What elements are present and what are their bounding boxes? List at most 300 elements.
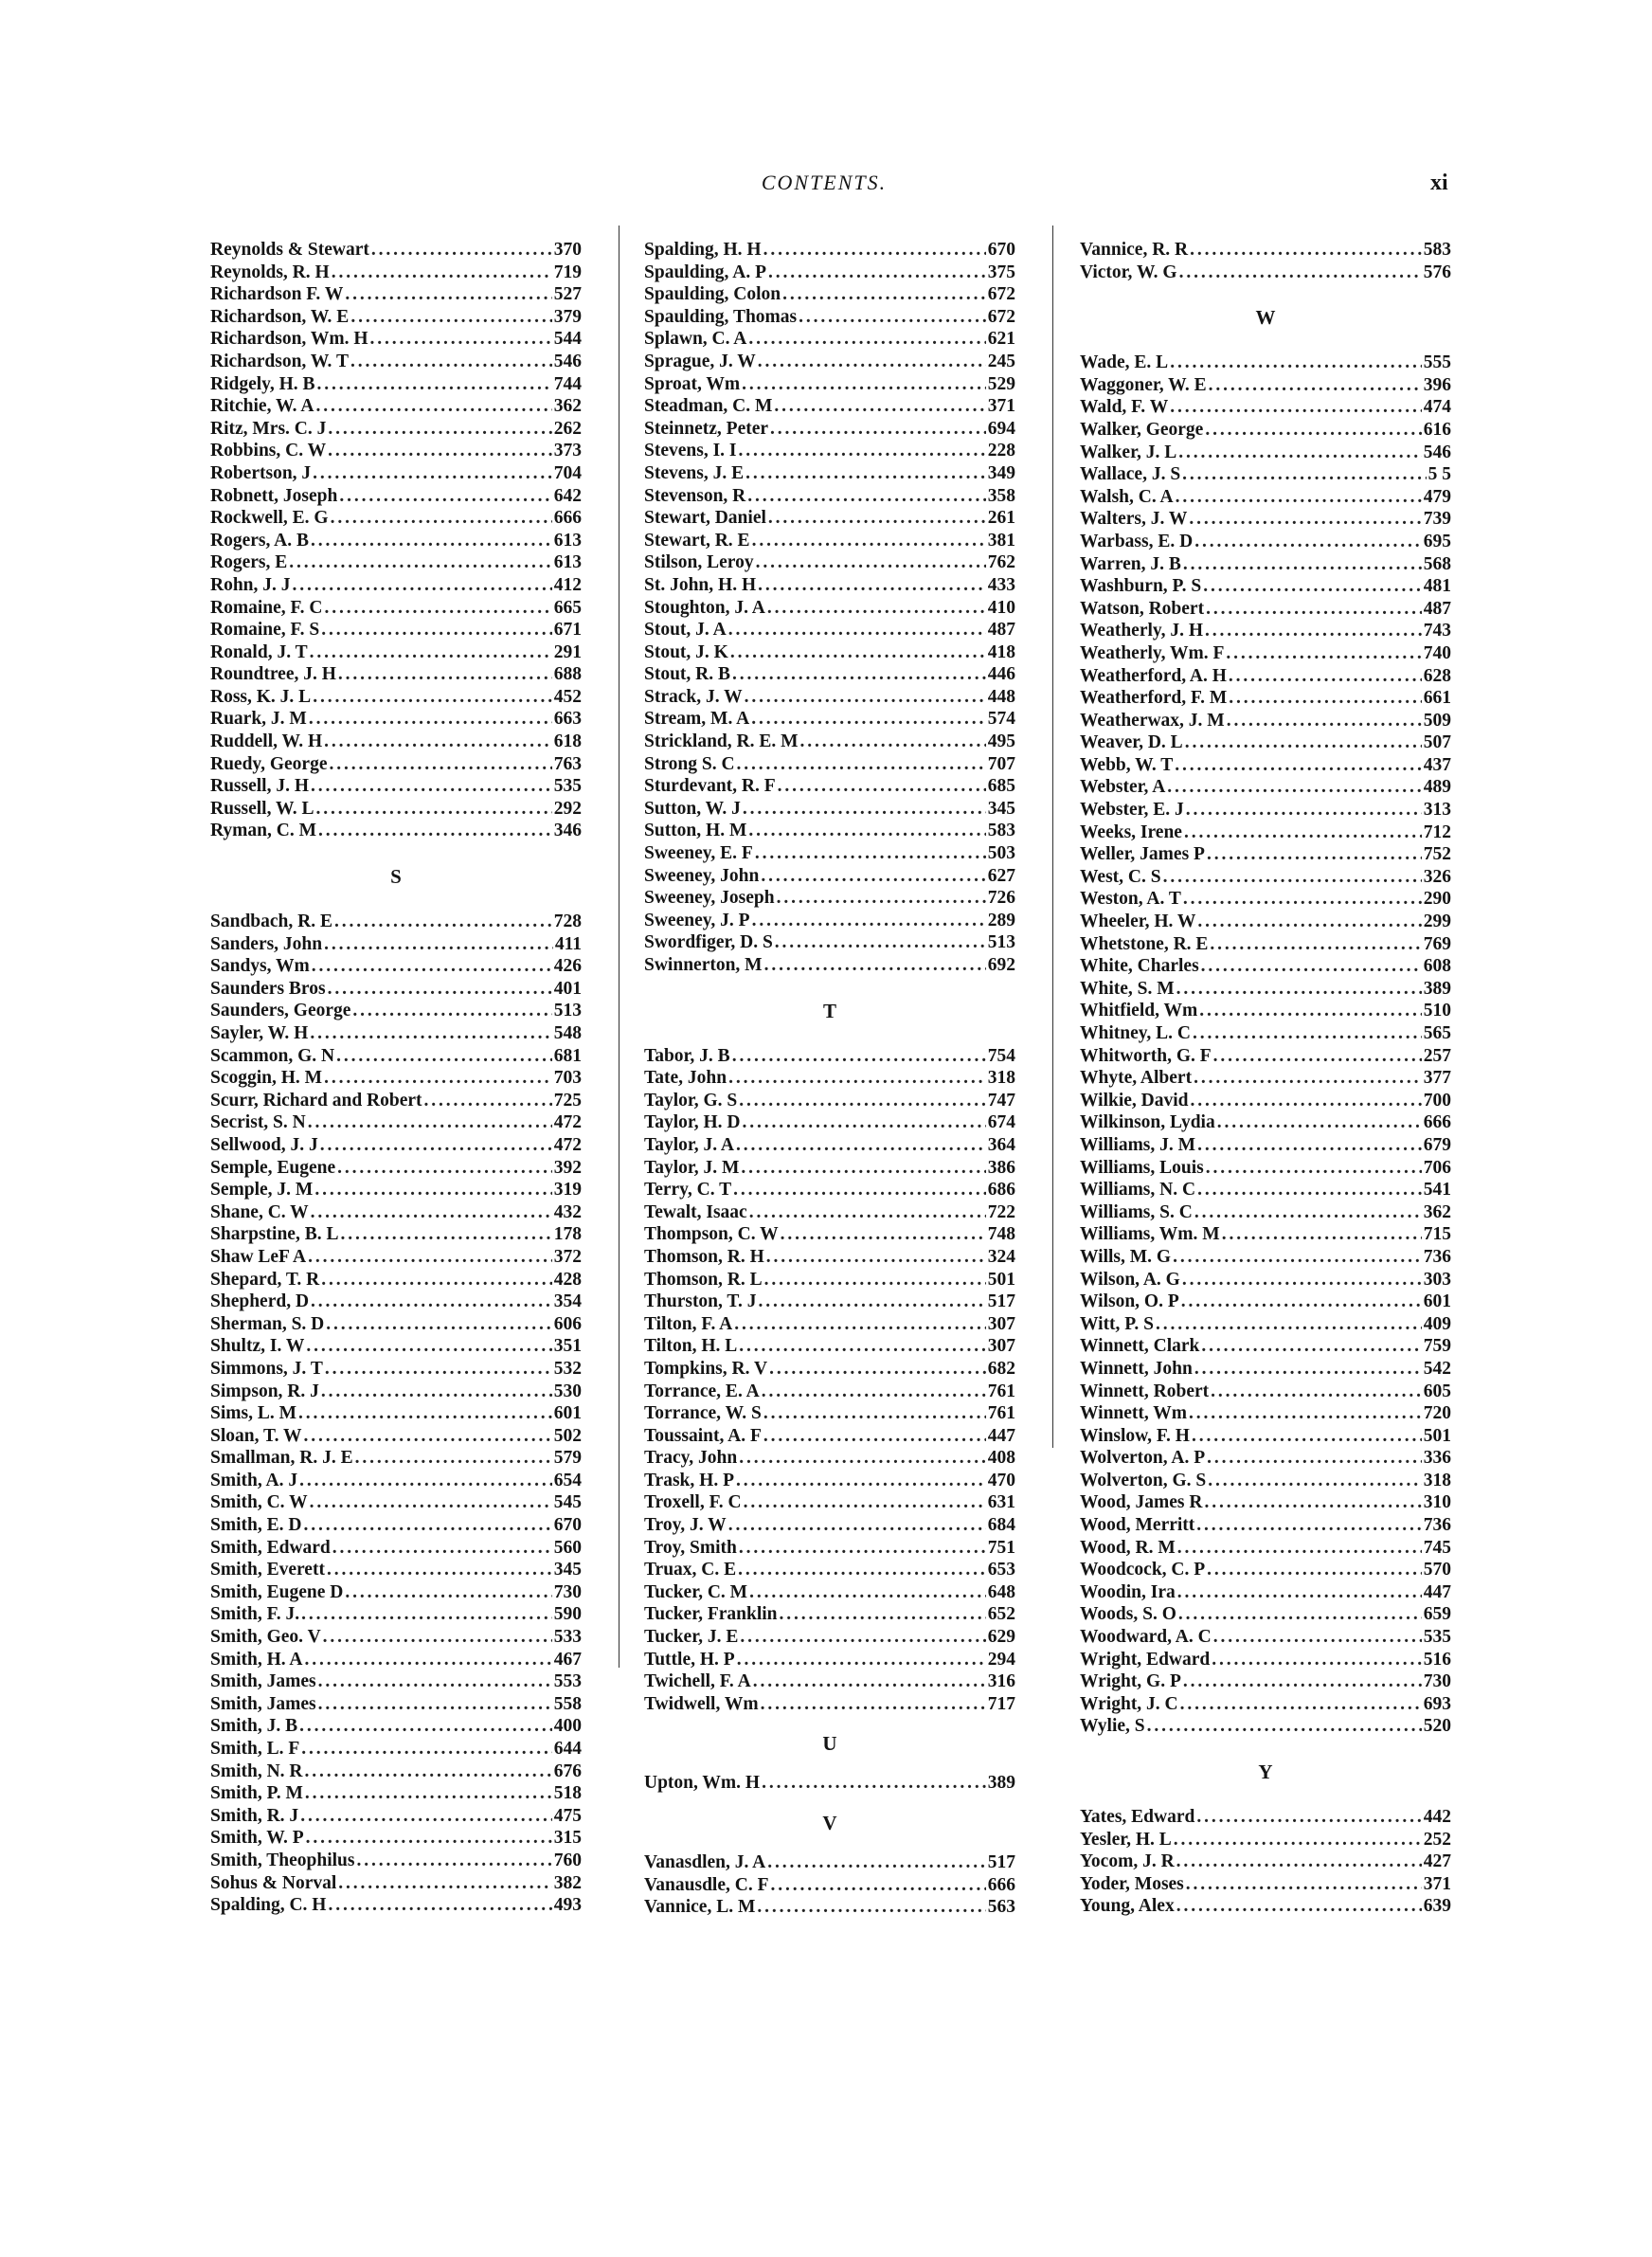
entry-name: Weatherford, F. M <box>1080 688 1228 709</box>
leader-dots <box>781 1223 986 1246</box>
entry-name: Whitfield, Wm <box>1080 1001 1198 1021</box>
entry-page: 418 <box>987 641 1015 662</box>
entry-name: Smith, A. J <box>210 1470 298 1490</box>
entry-name: Weatherford, A. H <box>1080 665 1227 686</box>
leader-dots <box>763 239 986 262</box>
index-entry <box>1080 731 1451 754</box>
entry-name: Spaulding, Colon <box>644 284 781 305</box>
entry-page: 565 <box>1423 1023 1451 1043</box>
leader-dots <box>315 798 551 821</box>
entry-page: 740 <box>1423 642 1451 663</box>
entry-name: Sharpstine, B. L <box>210 1224 339 1245</box>
entry-page: 447 <box>1423 1581 1451 1602</box>
index-entry <box>210 1850 582 1872</box>
entry-page: 474 <box>1423 397 1451 418</box>
index-entry <box>644 306 1015 329</box>
entry-name: Warbass, E. D <box>1080 531 1194 551</box>
leader-dots <box>732 663 986 686</box>
entry-name: Weatherly, J. H <box>1080 621 1203 641</box>
leader-dots <box>311 1201 552 1224</box>
index-entry <box>644 1581 1015 1604</box>
leader-dots <box>339 485 551 508</box>
index-entry <box>210 1201 582 1224</box>
entry-page: 370 <box>553 240 582 260</box>
leader-dots <box>1222 1223 1422 1246</box>
leader-dots <box>350 351 552 373</box>
index-entry <box>210 485 582 508</box>
entry-page: 736 <box>1423 1515 1451 1536</box>
entry-page: 761 <box>987 1403 1015 1424</box>
index-entry <box>210 1670 582 1693</box>
leader-dots <box>1207 1447 1422 1470</box>
entry-page: 621 <box>987 329 1015 350</box>
entry-name: Walsh, C. A <box>1080 486 1174 507</box>
index-entry <box>1080 1447 1451 1470</box>
leader-dots <box>1178 1603 1422 1626</box>
leader-dots <box>733 1179 986 1201</box>
leader-dots <box>318 1693 552 1716</box>
section-letter: Y <box>1258 1760 1273 1783</box>
index-entry <box>644 1425 1015 1448</box>
entry-name: Tate, John <box>644 1068 727 1089</box>
entry-page: 762 <box>987 552 1015 573</box>
leader-dots <box>1191 1090 1422 1112</box>
index-entry <box>210 1470 582 1492</box>
entry-page: 719 <box>553 262 582 282</box>
entry-name: Wylie, S <box>1080 1716 1145 1737</box>
entry-name: Shane, C. W <box>210 1201 309 1222</box>
entry-page: 375 <box>987 262 1015 282</box>
index-entry <box>1080 1851 1451 1873</box>
leader-dots <box>1186 799 1422 822</box>
index-entry <box>1080 1201 1451 1224</box>
entry-page: 262 <box>553 418 582 439</box>
index-entry <box>1080 620 1451 642</box>
entry-page: 475 <box>553 1805 582 1826</box>
index-entry <box>210 1000 582 1022</box>
leader-dots <box>739 440 986 462</box>
entry-page: 362 <box>1423 1201 1451 1222</box>
entry-page: 725 <box>553 1090 582 1110</box>
entry-page: 252 <box>1423 1829 1451 1850</box>
index-entry <box>644 418 1015 441</box>
leader-dots <box>1203 575 1421 598</box>
entry-page: 310 <box>1423 1492 1451 1513</box>
entry-name: Truax, C. E <box>644 1560 737 1580</box>
entry-name: Vanasdlen, J. A <box>644 1852 766 1872</box>
leader-dots <box>328 978 552 1001</box>
entry-page: 324 <box>987 1246 1015 1267</box>
index-entry <box>644 1896 1015 1919</box>
entry-name: Smith, James <box>210 1671 316 1692</box>
leader-dots <box>324 933 553 956</box>
entry-page: 446 <box>987 664 1015 685</box>
entry-name: Richardson F. W <box>210 284 344 305</box>
index-entry <box>210 1381 582 1403</box>
leader-dots <box>800 731 986 753</box>
leader-dots <box>737 1649 986 1671</box>
index-entry <box>210 1313 582 1336</box>
index-entry <box>1080 1291 1451 1313</box>
page-title: CONTENTS. <box>761 171 888 194</box>
entry-page: 590 <box>553 1604 582 1625</box>
index-entry <box>1080 1715 1451 1738</box>
leader-dots <box>1181 1291 1422 1313</box>
entry-page: 558 <box>553 1693 582 1714</box>
leader-dots <box>332 262 552 284</box>
entry-name: Thomson, R. L <box>644 1269 763 1290</box>
index-entry <box>644 1470 1015 1492</box>
entry-page: 629 <box>987 1627 1015 1648</box>
index-entry <box>1080 598 1451 621</box>
entry-name: Weatherly, Wm. F <box>1080 642 1225 663</box>
entry-page: 228 <box>987 441 1015 461</box>
entry-page: 467 <box>553 1649 582 1670</box>
leader-dots <box>758 574 986 597</box>
entry-page: 760 <box>553 1850 582 1870</box>
leader-dots <box>778 775 986 798</box>
index-entry <box>210 663 582 686</box>
index-entry <box>1080 1313 1451 1336</box>
entry-name: Yoder, Moses <box>1080 1873 1184 1894</box>
entry-name: Simpson, R. J <box>210 1381 319 1401</box>
entry-page: 560 <box>553 1537 582 1558</box>
entry-name: Strong S. C <box>644 753 735 774</box>
index-entry <box>210 1491 582 1514</box>
leader-dots <box>1226 642 1421 665</box>
entry-name: Weaver, D. L <box>1080 732 1183 753</box>
entry-name: Woodin, Ira <box>1080 1581 1176 1602</box>
entry-name: Yesler, H. L <box>1080 1829 1172 1850</box>
entry-page: 412 <box>553 574 582 595</box>
entry-name: Smith, C. W <box>210 1492 308 1513</box>
entry-name: Sherman, S. D <box>210 1313 325 1334</box>
leader-dots <box>770 418 986 441</box>
entry-name: Upton, Wm. H <box>644 1773 761 1794</box>
entry-name: Stout, J. K <box>644 641 728 662</box>
index-entry <box>1080 1895 1451 1918</box>
entry-page: 442 <box>1423 1807 1451 1827</box>
leader-dots <box>1176 1895 1422 1918</box>
entry-page: 583 <box>1423 240 1451 260</box>
leader-dots <box>734 1313 986 1336</box>
entry-page: 513 <box>987 932 1015 953</box>
index-entry <box>1080 978 1451 1001</box>
entry-name: Sandys, Wm <box>210 956 310 977</box>
entry-name: Taylor, J. M <box>644 1157 740 1178</box>
index-entry <box>644 1313 1015 1336</box>
leader-dots <box>356 1850 551 1872</box>
leader-dots <box>1177 1581 1422 1604</box>
index-entry <box>644 887 1015 910</box>
leader-dots <box>767 1851 986 1874</box>
index-entry <box>1080 687 1451 710</box>
entry-page: 712 <box>1423 822 1451 842</box>
leader-dots <box>752 530 986 552</box>
leader-dots <box>1207 1559 1422 1581</box>
entry-name: Stewart, Daniel <box>644 508 766 529</box>
entry-name: Tuttle, H. P <box>644 1649 735 1670</box>
index-entry <box>1080 888 1451 911</box>
leader-dots <box>1205 419 1421 442</box>
index-entry <box>644 954 1015 977</box>
entry-name: Stilson, Leroy <box>644 552 754 573</box>
index-entry <box>644 373 1015 396</box>
index-entry <box>1080 665 1451 688</box>
entry-page: 747 <box>987 1090 1015 1110</box>
leader-dots <box>1213 1626 1422 1649</box>
index-entry <box>644 775 1015 798</box>
leader-dots <box>1197 911 1421 933</box>
leader-dots <box>301 1738 551 1760</box>
leader-dots <box>1178 442 1422 464</box>
leader-dots <box>1208 1470 1421 1492</box>
entry-name: Ross, K. J. L <box>210 686 312 707</box>
entry-page: 291 <box>553 641 582 662</box>
index-entry <box>1080 1603 1451 1626</box>
leader-dots <box>1167 776 1421 799</box>
index-entry <box>210 440 582 462</box>
leader-dots <box>1147 1715 1422 1738</box>
entry-page: 426 <box>553 956 582 977</box>
index-entry <box>1080 553 1451 576</box>
leader-dots <box>799 306 986 329</box>
index-entry <box>644 440 1015 462</box>
leader-dots <box>1194 1201 1422 1224</box>
entry-name: Webster, A <box>1080 777 1166 798</box>
index-entry <box>1080 642 1451 665</box>
entry-page: 661 <box>1423 688 1451 709</box>
entry-page: 427 <box>1423 1851 1451 1872</box>
index-entry <box>210 507 582 530</box>
entry-name: Richardson, W. E <box>210 306 350 327</box>
leader-dots <box>1194 531 1422 553</box>
index-entry <box>210 708 582 731</box>
index-entry <box>210 1537 582 1560</box>
entry-name: Twidwell, Wm <box>644 1693 759 1714</box>
entry-page: 728 <box>553 912 582 932</box>
index-entry <box>644 1090 1015 1112</box>
entry-name: Smith, James <box>210 1693 316 1714</box>
entry-page: 672 <box>987 306 1015 327</box>
entry-page: 606 <box>553 1313 582 1334</box>
entry-page: 389 <box>1423 978 1451 999</box>
entry-page: 257 <box>1423 1045 1451 1066</box>
leader-dots <box>739 1090 985 1112</box>
entry-page: 470 <box>987 1470 1015 1490</box>
entry-name: Tucker, J. E <box>644 1627 739 1648</box>
entry-page: 695 <box>1423 531 1451 551</box>
entry-page: 692 <box>987 955 1015 975</box>
entry-name: Waggoner, W. E <box>1080 374 1207 395</box>
leader-dots <box>321 619 552 641</box>
index-entry <box>210 775 582 798</box>
entry-page: 583 <box>987 821 1015 841</box>
entry-page: 313 <box>1423 800 1451 821</box>
leader-dots <box>424 1090 552 1112</box>
section-letter: T <box>822 999 836 1022</box>
entry-page: 392 <box>553 1157 582 1178</box>
entry-page: 489 <box>1423 777 1451 798</box>
entry-page: 501 <box>987 1269 1015 1290</box>
index-entry <box>1080 933 1451 956</box>
entry-page: 318 <box>1423 1470 1451 1490</box>
index-entry <box>210 530 582 552</box>
index-entry <box>210 239 582 262</box>
leader-dots <box>775 931 986 954</box>
entry-name: Smith, F. J. <box>210 1604 300 1625</box>
entry-name: Troxell, F. C <box>644 1492 742 1513</box>
leader-dots <box>352 1000 551 1022</box>
entry-name: Sanders, John <box>210 933 323 954</box>
entry-page: 739 <box>1423 509 1451 530</box>
entry-page: 726 <box>987 888 1015 909</box>
entry-page: 707 <box>987 753 1015 774</box>
index-entry <box>1080 575 1451 598</box>
leader-dots <box>1175 754 1421 777</box>
index-entry <box>644 1537 1015 1560</box>
leader-dots <box>324 597 551 620</box>
entry-page: 530 <box>553 1381 582 1401</box>
entry-page: 529 <box>987 373 1015 394</box>
index-entry <box>1080 1559 1451 1581</box>
entry-name: Toussaint, A. F <box>644 1425 762 1446</box>
leader-dots <box>1229 687 1422 710</box>
entry-name: Scammon, G. N <box>210 1045 335 1066</box>
entry-name: Terry, C. T <box>644 1180 732 1201</box>
index-entry <box>644 708 1015 731</box>
index-entry <box>1080 1649 1451 1671</box>
leader-dots <box>311 775 552 798</box>
entry-page: 396 <box>1423 374 1451 395</box>
entry-page: 354 <box>553 1291 582 1312</box>
leader-dots <box>747 485 985 508</box>
entry-page: 555 <box>1423 352 1451 373</box>
leader-dots <box>751 708 986 731</box>
entry-page: 364 <box>987 1134 1015 1155</box>
entry-name: Smith, L. F <box>210 1739 300 1759</box>
entry-page: 362 <box>553 396 582 417</box>
entry-page: 535 <box>1423 1627 1451 1648</box>
entry-page: 627 <box>987 865 1015 886</box>
entry-page: 408 <box>987 1448 1015 1469</box>
leader-dots <box>757 1896 985 1919</box>
index-entry <box>210 1246 582 1269</box>
leader-dots <box>745 462 986 485</box>
entry-name: Stevenson, R <box>644 485 746 506</box>
index-entry <box>210 686 582 709</box>
entry-page: 676 <box>553 1760 582 1781</box>
leader-dots <box>1170 352 1422 374</box>
index-entry <box>1080 1425 1451 1448</box>
entry-page: 717 <box>987 1693 1015 1714</box>
leader-dots <box>321 1381 552 1403</box>
leader-dots <box>1197 1134 1422 1157</box>
index-entry <box>1080 1381 1451 1403</box>
index-entry <box>644 351 1015 373</box>
index-entry <box>644 1223 1015 1246</box>
entry-page: 503 <box>987 843 1015 864</box>
entry-name: Taylor, G. S <box>644 1090 738 1110</box>
entry-name: Ruedy, George <box>210 753 328 774</box>
entry-name: Troy, Smith <box>644 1537 737 1558</box>
index-entry <box>210 1581 582 1604</box>
entry-name: Woodcock, C. P <box>1080 1560 1206 1580</box>
index-entry <box>1080 776 1451 799</box>
leader-dots <box>324 731 552 753</box>
entry-name: Sohus & Norval <box>210 1872 337 1893</box>
entry-name: Woodward, A. C <box>1080 1627 1212 1648</box>
leader-dots <box>748 820 985 842</box>
leader-dots <box>1170 396 1422 419</box>
entry-name: Tabor, J. B <box>644 1045 730 1066</box>
leader-dots <box>328 440 552 462</box>
entry-page: 754 <box>987 1045 1015 1066</box>
leader-dots <box>321 1269 552 1291</box>
leader-dots <box>340 1223 551 1246</box>
index-entry <box>644 1693 1015 1716</box>
entry-page: 495 <box>987 731 1015 752</box>
entry-page: 682 <box>987 1358 1015 1379</box>
entry-name: Rogers, A. B <box>210 530 309 551</box>
leader-dots <box>1197 1179 1422 1201</box>
entry-page: 752 <box>1423 844 1451 865</box>
entry-name: Smith, R. J <box>210 1805 299 1826</box>
entry-name: Wood, Merritt <box>1080 1515 1195 1536</box>
leader-dots <box>1176 1851 1422 1873</box>
index-entry <box>644 619 1015 641</box>
index-entry <box>644 1381 1015 1403</box>
index-entry <box>644 1491 1015 1514</box>
index-entry <box>1080 1022 1451 1045</box>
entry-page: 345 <box>553 1560 582 1580</box>
entry-page: 553 <box>553 1671 582 1692</box>
index-entry <box>1080 1223 1451 1246</box>
leader-dots <box>770 1874 985 1897</box>
leader-dots <box>1189 1402 1422 1425</box>
entry-name: Robnett, Joseph <box>210 485 338 506</box>
index-entry <box>210 1559 582 1581</box>
index-entry <box>210 306 582 329</box>
index-entry <box>644 1201 1015 1224</box>
entry-name: Weatherwax, J. M <box>1080 710 1225 731</box>
entry-page: 666 <box>553 508 582 529</box>
index-entry <box>644 1514 1015 1537</box>
leader-dots <box>334 911 552 933</box>
index-entry <box>210 1111 582 1134</box>
entry-name: Reynolds & Stewart <box>210 240 369 260</box>
index-entry <box>644 1670 1015 1693</box>
entry-page: 535 <box>553 776 582 797</box>
index-entry <box>644 395 1015 418</box>
entry-name: Wood, R. M <box>1080 1537 1176 1558</box>
entry-name: Whyte, Albert <box>1080 1068 1193 1089</box>
leader-dots <box>313 686 552 709</box>
entry-name: Wilkie, David <box>1080 1090 1189 1110</box>
index-entry <box>644 1134 1015 1157</box>
leader-dots <box>1217 1111 1422 1134</box>
entry-name: Shaw LeF A <box>210 1246 307 1267</box>
index-entry <box>644 910 1015 932</box>
index-entry <box>1080 1873 1451 1896</box>
entry-page: 315 <box>553 1828 582 1849</box>
leader-dots <box>320 1134 552 1157</box>
leader-dots <box>1194 1067 1422 1090</box>
entry-name: Smith, H. A <box>210 1649 303 1670</box>
index-entry <box>210 1626 582 1649</box>
leader-dots <box>1176 978 1422 1001</box>
entry-page: 544 <box>553 329 582 350</box>
